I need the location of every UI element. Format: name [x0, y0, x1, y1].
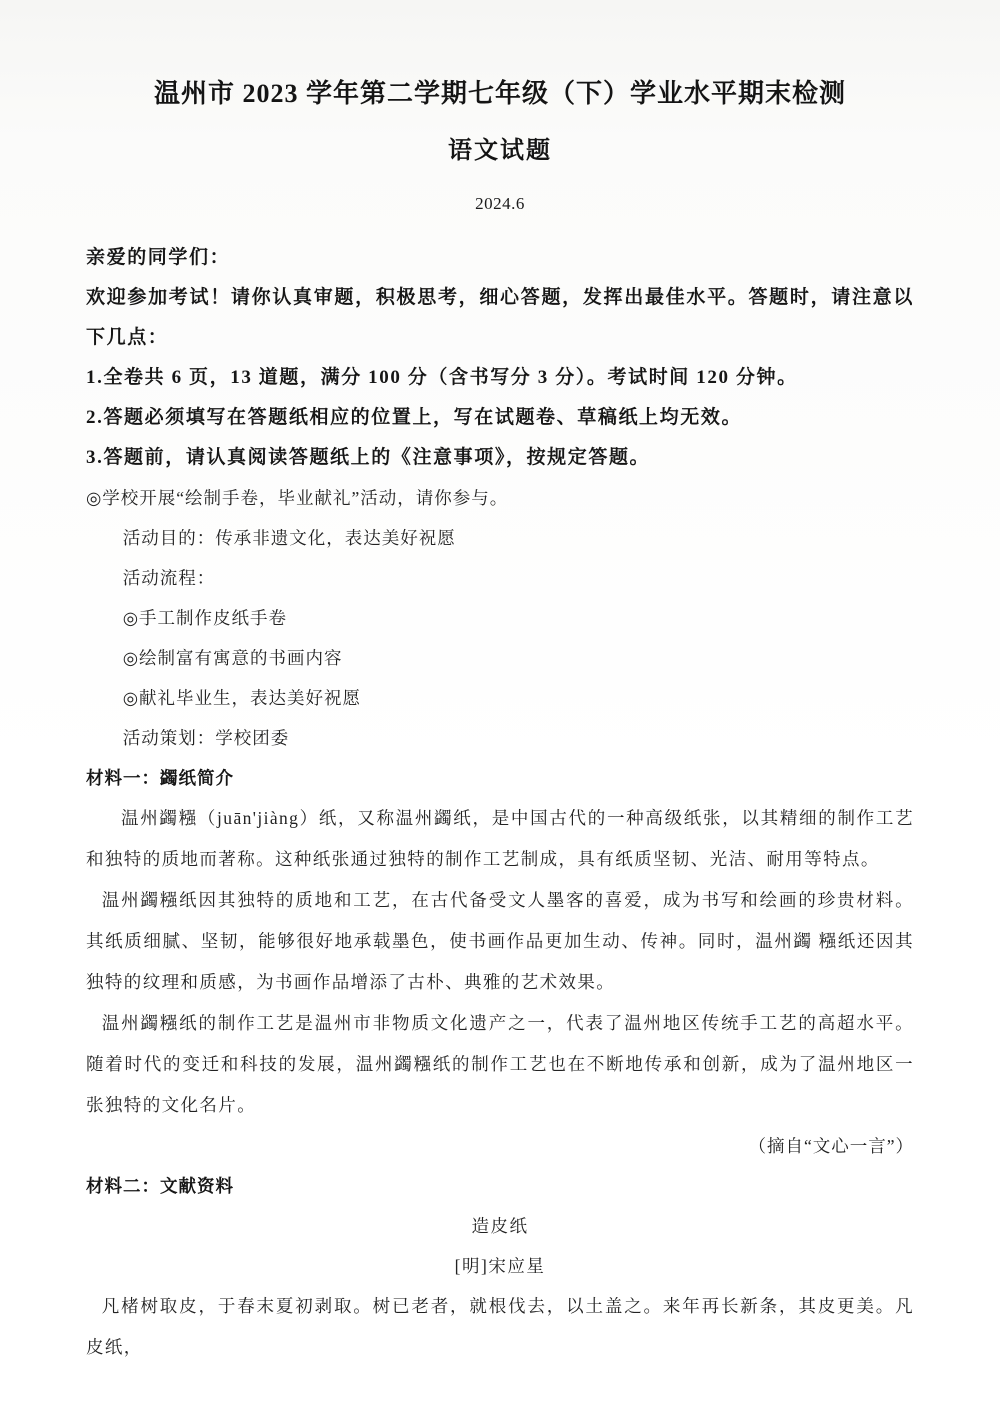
activity-step-1: ◎手工制作皮纸手卷 — [122, 608, 288, 628]
exam-subject: 语文试题 — [448, 138, 552, 164]
exam-date: 2024.6 — [475, 194, 525, 213]
activity-organizer: 活动策划：学校团委 — [122, 728, 290, 748]
material-one-paragraph: 温州蠲糨纸的制作工艺是温州市非物质文化遗产之一，代表了温州地区传统手工艺的高超水平。随着时代的变迁和科技的发展，温州蠲糨纸的制作工艺也在不断地传承和创新，成为了温州地区一张独特的文化名片。 — [86, 1013, 914, 1115]
document-title: 造皮纸 — [471, 1216, 529, 1236]
activity-process-label: 活动流程： — [122, 568, 216, 588]
welcome-text: 欢迎参加考试！请你认真审题，积极思考，细心答题，发挥出最佳水平。答题时，请注意以下几点： — [86, 287, 914, 348]
activity-step-3: ◎献礼毕业生，表达美好祝愿 — [122, 688, 362, 708]
material-one-source: （摘自“文心一言”） — [748, 1136, 914, 1156]
material-two-excerpt: 凡楮树取皮，于春末夏初剥取。树已老者，就根伐去，以土盖之。来年再长新条，其皮更美。凡皮纸， — [86, 1296, 914, 1357]
material-one-paragraph: 温州蠲糨纸因其独特的质地和工艺，在古代备受文人墨客的喜爱，成为书写和绘画的珍贵材料。其纸质细腻、坚韧，能够很好地承载墨色，使书画作品更加生动、传神。同时，温州蠲 糨纸还因其独特的纹理和质感，为书画作品增添了古朴、典雅的艺术效果。 — [86, 890, 914, 992]
exam-title: 温州市 2023 学年第二学期七年级（下）学业水平期末检测 — [153, 79, 846, 108]
exam-note-1: 1.全卷共 6 页，13 道题，满分 100 分（含书写分 3 分）。考试时间 120 分钟。 — [86, 367, 798, 388]
material-one-paragraph: 温州蠲糨（juān'jiàng）纸，又称温州蠲纸，是中国古代的一种高级纸张，以其精细的制作工艺和独特的质地而著称。这种纸张通过独特的制作工艺制成，具有纸质坚韧、光洁、耐用等特点。 — [86, 808, 914, 869]
material-two-heading: 材料二：文献资料 — [86, 1176, 234, 1196]
exam-note-3: 3.答题前，请认真阅读答题纸上的《注意事项》，按规定答题。 — [86, 447, 651, 468]
document-author: [明]宋应星 — [454, 1256, 546, 1276]
salutation: 亲爱的同学们： — [86, 247, 231, 268]
exam-note-2: 2.答题必须填写在答题纸相应的位置上，写在试题卷、草稿纸上均无效。 — [86, 407, 743, 428]
material-one-heading: 材料一：蠲纸简介 — [86, 768, 234, 788]
activity-step-2: ◎绘制富有寓意的书画内容 — [122, 648, 343, 668]
activity-announcement: ◎学校开展“绘制手卷，毕业献礼”活动，请你参与。 — [86, 488, 509, 508]
activity-purpose: 活动目的：传承非遗文化，表达美好祝愿 — [122, 528, 456, 548]
